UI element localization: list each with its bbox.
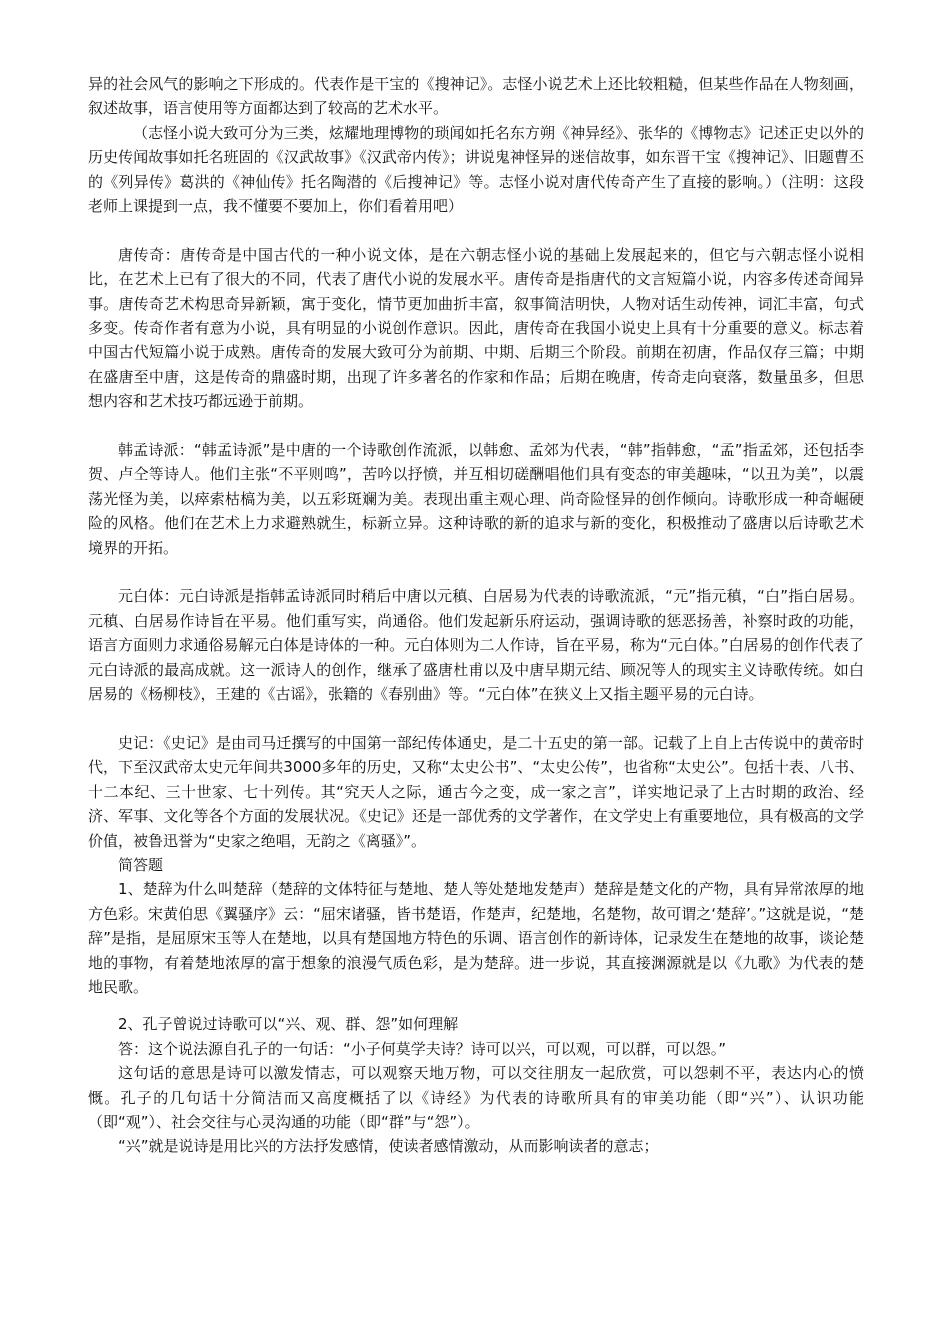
answer-explanation: 这句话的意思是诗可以激发情志，可以观察天地万物，可以交往朋友一起欣赏，可以怨刺不平，表达内心的愤慨。孔子的几句话十分简洁而又高度概括了以《诗经》为代表的诗歌所具有的审美功能（即“兴”）、认识功能（即“观”）、社会交往与心灵沟通的功能（即“群”与“怨”）。 [88, 1064, 864, 1131]
paragraph-tang-chuanqi: 唐传奇：唐传奇是中国古代的一种小说文体，是在六朝志怪小说的基础上发展起来的，但它与六朝志怪小说相比，在艺术上已有了很大的不同，代表了唐代小说的发展水平。唐传奇是指唐代的文言短篇小说，内容多传述奇闻异事。唐传奇艺术构思奇异新颖，寓于变化，情节更加曲折丰富，叙事简洁明快，人物对话生动传神，词汇丰富，句式多变。传奇作者有意为小说，具有明显的小说创作意识。因此，唐传奇在我国小说史上具有十分重要的意义。标志着中国古代短篇小说于成熟。唐传奇的发展大致可分为前期、中期、后期三个阶段。前期在初唐，作品仅存三篇；中期在盛唐至中唐，这是传奇的鼎盛时期，出现了许多著名的作家和作品；后期在晚唐，传奇走向衰落，数量虽多，但思想内容和艺术技巧都远逊于前期。 [88, 245, 864, 411]
paragraph-yuanbai-style: 元白体：元白诗派是指韩孟诗派同时稍后中唐以元稹、白居易为代表的诗歌流派，“元”指元稹，“白”指白居易。元稹、白居易作诗旨在平易。他们重写实，尚通俗。他们发起新乐府运动，强调诗歌的惩恶扬善，补察时政的功能，语言方面则力求通俗易解元白体是诗体的一种。元白体则为二人作诗，旨在平易，称为“元白体。”白居易的创作代表了元白诗派的最高成就。这一派诗人的创作，继承了盛唐杜甫以及中唐早期元结、顾况等人的现实主义诗歌传统。如白居易的《杨柳枝》，王建的《古谣》，张籍的《春别曲》等。“元白体”在狭义上又指主题平易的元白诗。 [88, 587, 864, 704]
spacer [88, 218, 864, 242]
paragraph-shiji: 史记：《史记》是由司马迁撰写的中国第一部纪传体通史，是二十五史的第一部。记载了上自上古传说中的黄帝时代，下至汉武帝太史元年间共3000多年的历史，又称“太史公书”、“太史公传”，也省称“太史公”。包括十表、八书、十二本纪、三十世家、七十列传。其“究天人之际，通古今之变，成一家之言”，详实地记录了上古时期的政治、经济、军事、文化等各个方面的发展状况。《史记》还是一部优秀的文学著作，在文学史上有重要地位，具有极高的文学价值，被鲁迅誉为“史家之绝唱，无韵之《离骚》”。 [88, 733, 864, 850]
paragraph-zhiguai-note: （志怪小说大致可分为三类，炫耀地理博物的琐闻如托名东方朔《神异经》、张华的《博物志》记述正史以外的历史传闻故事如托名班固的《汉武故事》《汉武帝内传》；讲说鬼神怪异的迷信故事，如东晋干宝《搜神记》、旧题曹丕的《列异传》葛洪的《神仙传》托名陶潜的《后搜神记》等。志怪小说对唐代传奇产生了直接的影响。）（注明：这段老师上课提到一点，我不懂要不要加上，你们看着用吧） [88, 123, 864, 216]
section-heading-short-answer: 简答题 [118, 855, 164, 874]
spacer [88, 999, 864, 1012]
answer-intro: 答：这个说法源自孔子的一句话：“小子何莫学夫诗？诗可以兴，可以观，可以群，可以怨。” [118, 1039, 727, 1058]
paragraph-hanmeng-school: 韩孟诗派：“韩孟诗派”是中唐的一个诗歌创作流派，以韩愈、孟郊为代表，“韩”指韩愈，“孟”指孟郊，还包括李贺、卢仝等诗人。他们主张“不平则鸣”，苦吟以抒愤，并互相切磋酬唱他们具有变态的审美趣味，“以丑为美”，以震荡光怪为美，以瘁索枯槁为美，以五彩斑斓为美。表现出重主观心理、尚奇险怪异的创作倾向。诗歌形成一种奇崛硬险的风格。他们在艺术上力求避熟就生，标新立异。这种诗歌的新的追求与新的变化，积极推动了盛唐以后诗歌艺术境界的开拓。 [88, 441, 864, 557]
spacer [88, 560, 864, 584]
question-chuci: 1、楚辞为什么叫楚辞（楚辞的文体特征与楚地、楚人等处楚地发楚声）楚辞是楚文化的产物，具有异常浓厚的地方色彩。宋黄伯思《翼骚序》云：“屈宋诸骚，皆书楚语，作楚声，纪楚地，名楚物，故可谓之‘楚辞’。”这就是说，“楚辞”是指，是屈原宋玉等人在楚地，以具有楚国地方特色的乐调、语言创作的新诗体，记录发生在楚地的故事，谈论楚地的事物，有着楚地浓厚的富于想象的浪漫气质色彩，是为楚辞。进一步说，其直接渊源就是以《九歌》为代表的楚地民歌。 [88, 880, 864, 996]
answer-xing-definition: “兴”就是说诗是用比兴的方法抒发感情，使读者感情激动，从而影响读者的意志； [118, 1137, 659, 1156]
question-xing-guan-qun-yuan: 2、孔子曾说过诗歌可以“兴、观、群、怨”如何理解 [118, 1015, 459, 1034]
paragraph-zhiguai-summary: 异的社会风气的影响之下形成的。代表作是干宝的《搜神记》。志怪小说艺术上还比较粗糙，但某些作品在人物刻画，叙述故事，语言使用等方面都达到了较高的艺术水平。 [88, 75, 864, 118]
spacer [88, 707, 864, 731]
spacer [88, 414, 864, 438]
